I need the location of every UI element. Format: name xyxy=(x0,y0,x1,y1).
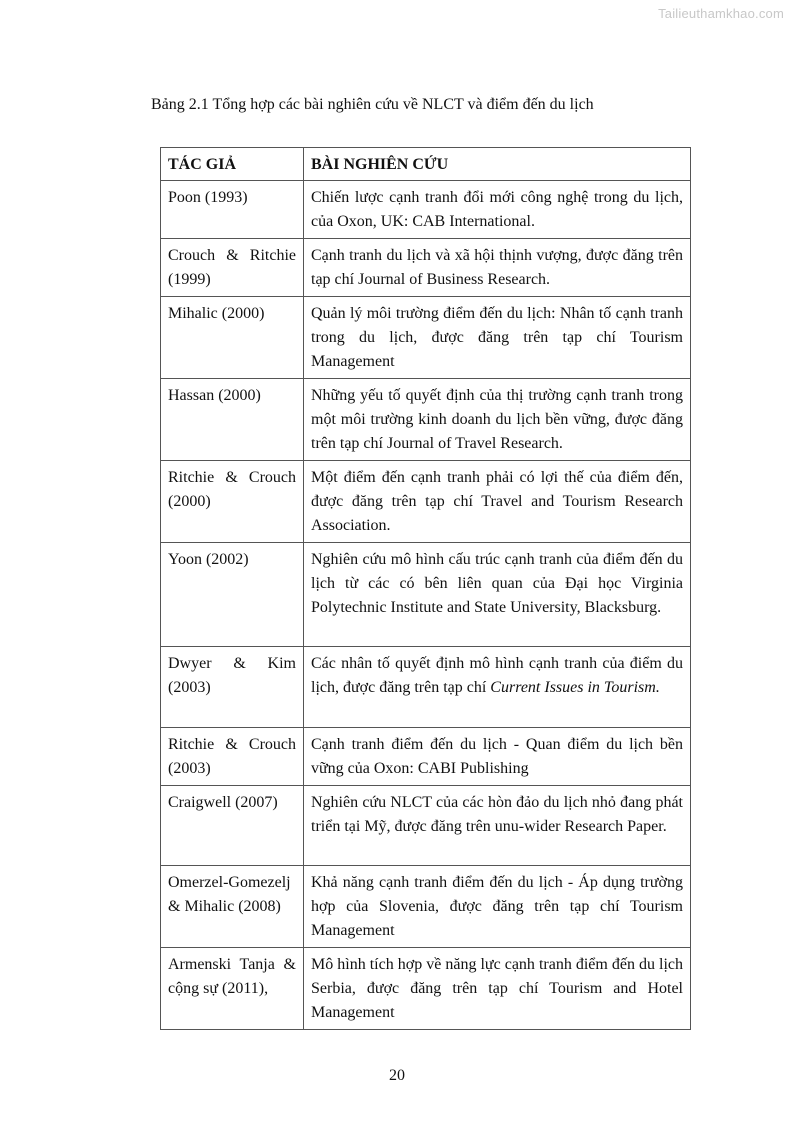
study-cell: Cạnh tranh du lịch và xã hội thịnh vượng, được đăng trên tạp chí Journal of Business Research. xyxy=(304,239,691,297)
author-cell: Poon (1993) xyxy=(161,181,304,239)
study-cell: Nghiên cứu mô hình cấu trúc cạnh tranh của điểm đến du lịch từ các có bên liên quan của Đại học Virginia Polytechnic Institute and State University, Blacksburg. xyxy=(304,543,691,647)
journal-name-italic: Current Issues in Tourism. xyxy=(490,679,660,696)
table-row xyxy=(161,866,691,948)
study-cell: Những yếu tố quyết định của thị trường cạnh tranh trong một môi trường kinh doanh du lịch bền vững, được đăng trên tạp chí Journal of Travel Research. xyxy=(304,379,691,461)
table-row xyxy=(161,647,691,728)
table-row xyxy=(161,728,691,786)
page-number: 20 xyxy=(389,1067,405,1084)
table-row xyxy=(161,543,691,647)
header-study: BÀI NGHIÊN CỨU xyxy=(304,148,691,181)
study-cell: Chiến lược cạnh tranh đổi mới công nghệ trong du lịch, của Oxon, UK: CAB International. xyxy=(304,181,691,239)
table-row xyxy=(161,379,691,461)
literature-table xyxy=(160,147,691,1030)
header-author: TÁC GIẢ xyxy=(161,148,304,181)
author-cell: Dwyer & Kim (2003) xyxy=(161,647,304,728)
table-header-row xyxy=(161,148,691,181)
table-row xyxy=(161,786,691,866)
author-cell: Ritchie & Crouch (2003) xyxy=(161,728,304,786)
table-row xyxy=(161,181,691,239)
watermark: Tailieuthamkhao.com xyxy=(658,6,784,21)
table-row xyxy=(161,948,691,1030)
study-text: Các nhân tố quyết định mô hình cạnh tranh của điểm du lịch, được đăng trên tạp chí xyxy=(311,655,683,696)
study-cell: Quản lý môi trường điểm đến du lịch: Nhân tố cạnh tranh trong du lịch, được đăng trên tạp chí Tourism Management xyxy=(304,297,691,379)
author-cell: Yoon (2002) xyxy=(161,543,304,647)
table-row xyxy=(161,297,691,379)
study-cell: Mô hình tích hợp về năng lực cạnh tranh điểm đến du lịch Serbia, được đăng trên tạp chí Tourism and Hotel Management xyxy=(304,948,691,1030)
table-caption: Bảng 2.1 Tổng hợp các bài nghiên cứu về NLCT và điểm đến du lịch xyxy=(151,96,594,113)
author-cell: Omerzel-Gomezelj & Mihalic (2008) xyxy=(161,866,304,948)
study-cell xyxy=(304,647,691,728)
author-cell: Armenski Tanja & cộng sự (2011), xyxy=(161,948,304,1030)
study-cell: Một điểm đến cạnh tranh phải có lợi thế của điểm đến, được đăng trên tạp chí Travel and Tourism Research Association. xyxy=(304,461,691,543)
table-row xyxy=(161,239,691,297)
author-cell: Ritchie & Crouch (2000) xyxy=(161,461,304,543)
author-cell: Hassan (2000) xyxy=(161,379,304,461)
study-cell: Cạnh tranh điểm đến du lịch - Quan điểm du lịch bền vững của Oxon: CABI Publishing xyxy=(304,728,691,786)
author-cell: Craigwell (2007) xyxy=(161,786,304,866)
author-cell: Mihalic (2000) xyxy=(161,297,304,379)
study-cell: Khả năng cạnh tranh điểm đến du lịch - Áp dụng trường hợp của Slovenia, được đăng trên tạp chí Tourism Management xyxy=(304,866,691,948)
study-cell: Nghiên cứu NLCT của các hòn đảo du lịch nhỏ đang phát triển tại Mỹ, được đăng trên unu-wider Research Paper. xyxy=(304,786,691,866)
table-row xyxy=(161,461,691,543)
author-cell: Crouch & Ritchie (1999) xyxy=(161,239,304,297)
